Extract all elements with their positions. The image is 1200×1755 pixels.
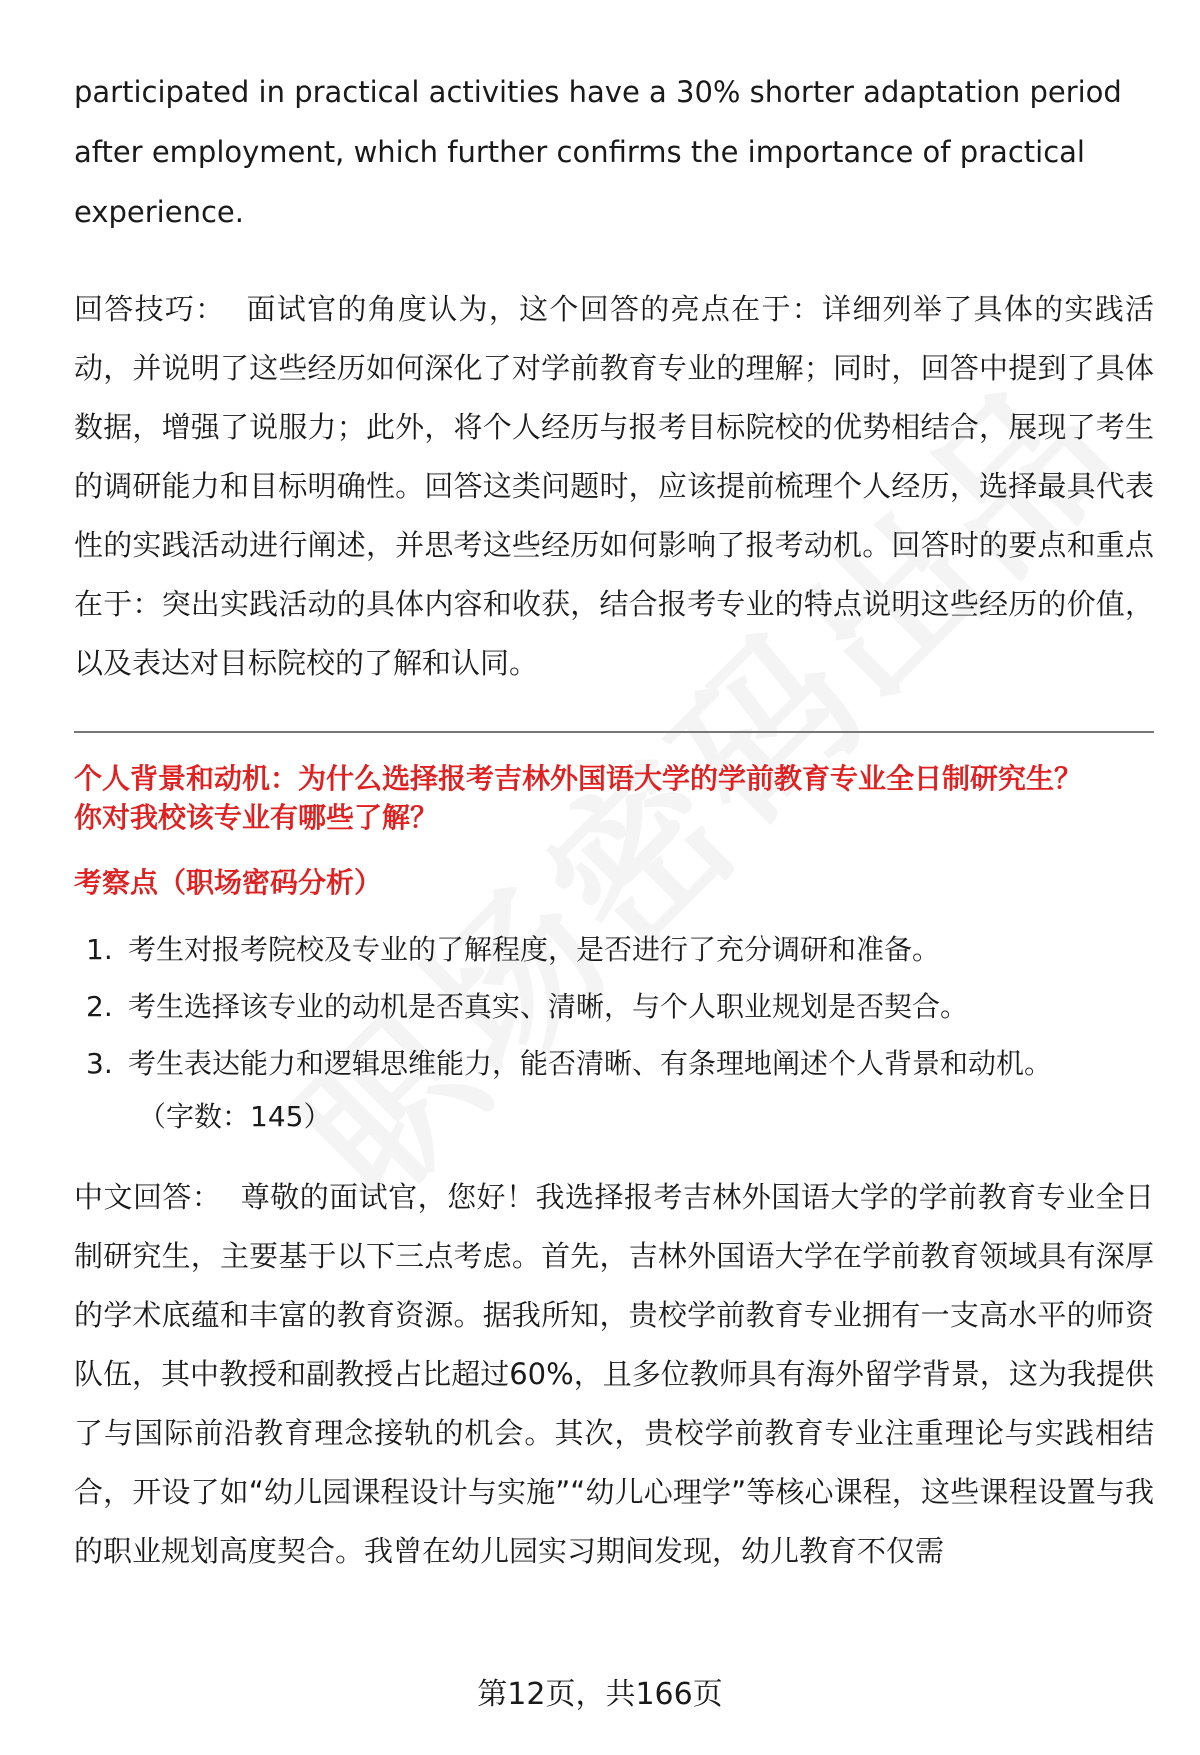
page-number: 第12页，共166页 [477, 1677, 723, 1712]
question-heading [74, 759, 1154, 837]
word-count: （字数：145） [138, 1100, 332, 1133]
intro-paragraph: participated in practical activities have a 30% shorter adaptation period after employment, which further confirms the importance of practical experience. [74, 75, 1122, 229]
tips-label: 回答技巧： [74, 292, 226, 326]
question-line-1: 个人背景和动机：为什么选择报考吉林外国语大学的学前教育专业全日制研究生？ [74, 762, 1083, 795]
assessment-title: 考察点（职场密码分析） [74, 866, 383, 899]
assessment-points [74, 921, 1154, 1092]
tips-paragraph [74, 280, 1154, 693]
list-item-number: 2. [86, 990, 113, 1023]
section-divider [74, 731, 1154, 733]
answer-paragraph [74, 1168, 1154, 1581]
list-item-text: 考生表达能力和逻辑思维能力，能否清晰、有条理地阐述个人背景和动机。 [128, 1047, 1053, 1080]
list-item [74, 978, 1154, 1035]
list-item-text: 考生选择该专业的动机是否真实、清晰，与个人职业规划是否契合。 [128, 990, 969, 1023]
answer-label: 中文回答： [74, 1180, 222, 1214]
tips-text: 面试官的角度认为，这个回答的亮点在于：详细列举了具体的实践活动，并说明了这些经历如何深化了对学前教育专业的理解；同时，回答中提到了具体数据，增强了说服力；此外，将个人经历与报考目标院校的优势相结合，展现了考生的调研能力和目标明确性。回答这类问题时，应该提前梳理个人经历，选择最具代表性的实践活动进行阐述，并思考这些经历如何影响了报考动机。回答时的要点和重点在于：突出实践活动的具体内容和收获，结合报考专业的特点说明这些经历的价值，以及表达对目标院校的了解和认同。 [74, 292, 1154, 680]
list-item-text: 考生对报考院校及专业的了解程度，是否进行了充分调研和准备。 [128, 933, 941, 966]
list-item-number: 1. [86, 933, 113, 966]
answer-text: 尊敬的面试官，您好！我选择报考吉林外国语大学的学前教育专业全日制研究生，主要基于以下三点考虑。首先，吉林外国语大学在学前教育领域具有深厚的学术底蕴和丰富的教育资源。据我所知，贵校学前教育专业拥有一支高水平的师资队伍，其中教授和副教授占比超过60%，且多位教师具有海外留学背景，这为我提供了与国际前沿教育理念接轨的机会。其次，贵校学前教育专业注重理论与实践相结合，开设了如“幼儿园课程设计与实施”“幼儿心理学”等核心课程，这些课程设置与我的职业规划高度契合。我曾在幼儿园实习期间发现，幼儿教育不仅需 [74, 1180, 1154, 1568]
list-item [74, 1035, 1154, 1092]
list-item [74, 921, 1154, 978]
question-line-2: 你对我校该专业有哪些了解？ [74, 801, 439, 834]
page-content [74, 62, 1154, 1581]
list-item-number: 3. [86, 1047, 113, 1080]
